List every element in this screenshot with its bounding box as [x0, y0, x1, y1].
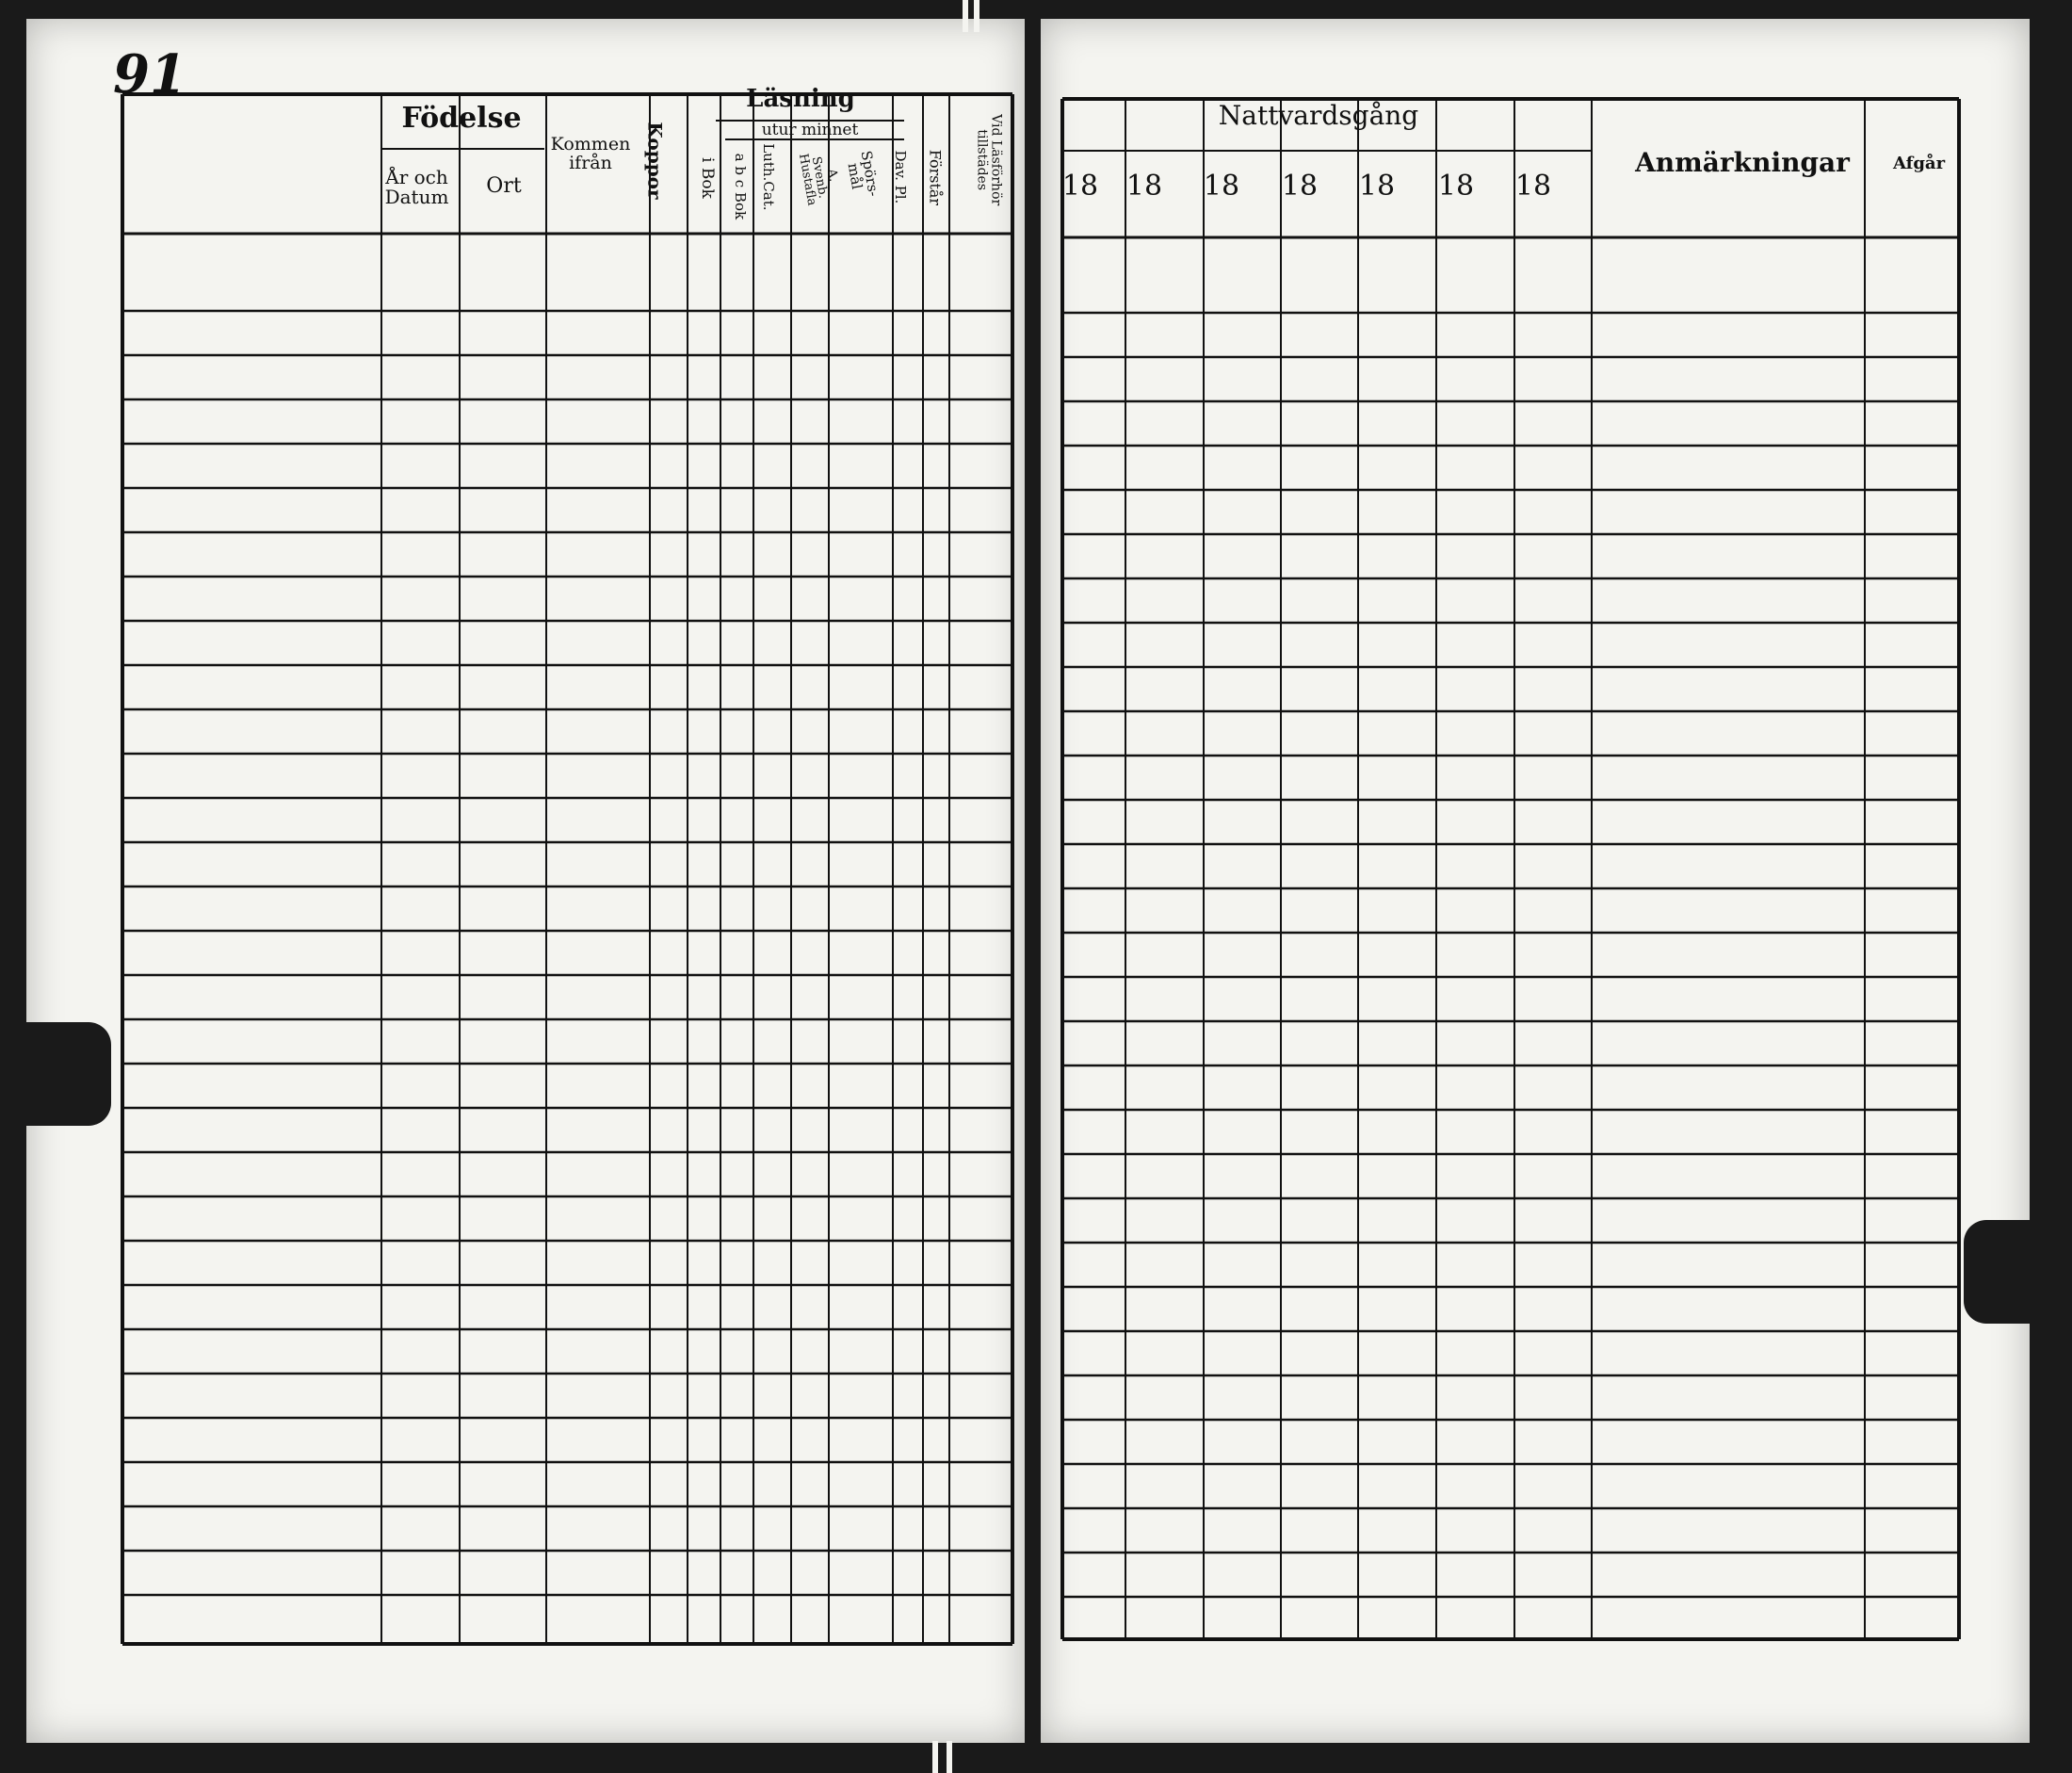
- header-forstar: Förstår: [926, 149, 945, 206]
- header-utur-minnet: utur minnet: [761, 121, 859, 139]
- year-label: 18: [1281, 170, 1319, 203]
- header-vid-lasforhor: Vid Läsförhör tillstädes: [975, 114, 1004, 206]
- year-label: 18: [1437, 170, 1475, 203]
- header-anmarkningar: Anmärkningar: [1635, 147, 1850, 178]
- year-label: 18: [1358, 170, 1396, 203]
- header-lasning: Läsning: [746, 85, 855, 113]
- year-label: 18: [1125, 170, 1163, 203]
- header-abc-bok: a b c Bok: [731, 153, 749, 220]
- header-koppor: Koppor: [643, 122, 667, 200]
- header-ort: Ort: [486, 174, 522, 198]
- year-label: 18: [1203, 170, 1240, 203]
- page-number: 91: [113, 43, 186, 106]
- header-i-bok: i Bok: [697, 156, 717, 199]
- year-label: 18: [1514, 170, 1552, 203]
- header-afgar: Afgår: [1892, 154, 1946, 173]
- year-label: 18: [1061, 170, 1099, 203]
- header-a-svenb-hustafla: A. Svenb. Hustafla: [795, 153, 841, 207]
- header-sporsmal: Spörs-mål: [844, 149, 882, 198]
- header-dav-pl: Dav. Pl.: [891, 150, 909, 204]
- header-luth-cat: Luth.Cat.: [759, 143, 777, 211]
- header-kommen-ifran: Kommen ifrån: [550, 134, 631, 173]
- header-nattvardsgang: Nattvardsgång: [1218, 100, 1419, 131]
- header-ar-och-datum: År och Datum: [384, 166, 449, 208]
- header-fodelse: Födelse: [401, 102, 522, 135]
